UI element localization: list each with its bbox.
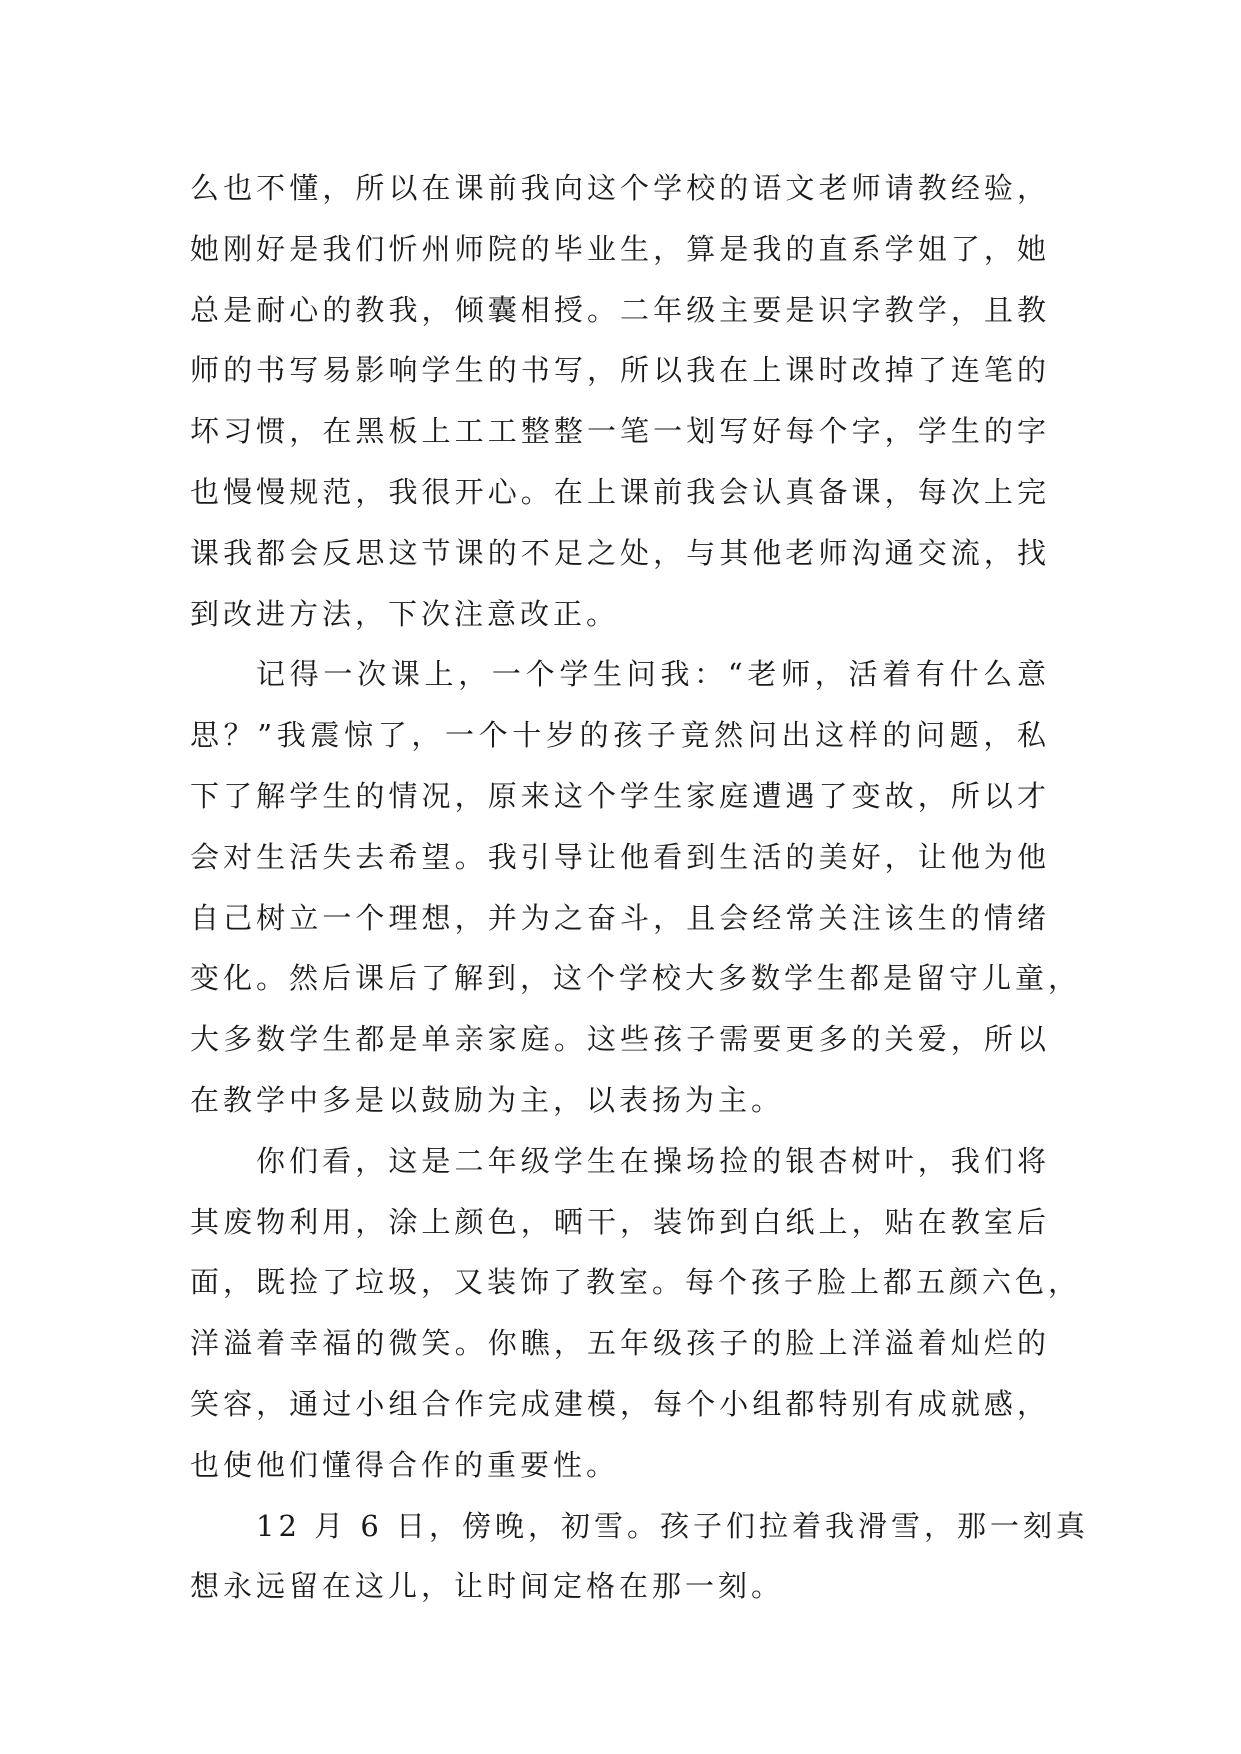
document-body bbox=[190, 158, 1090, 1617]
paragraph-1-line-2: 她刚好是我们忻州师院的毕业生，算是我的直系学姐了，她 bbox=[190, 231, 1050, 266]
paragraph-2-line-3: 下了解学生的情况，原来这个学生家庭遭遇了变故，所以才 bbox=[190, 778, 1050, 813]
paragraph-2-line-7: 大多数学生都是单亲家庭。这些孩子需要更多的关爱，所以 bbox=[190, 1022, 1050, 1057]
paragraph-3-line-2: 其废物利用，涂上颜色，晒干，装饰到白纸上，贴在教室后 bbox=[190, 1204, 1050, 1239]
paragraph-3-line-6: 也使他们懂得合作的重要性。 bbox=[190, 1447, 620, 1482]
paragraph-1-line-7: 课我都会反思这节课的不足之处，与其他老师沟通交流，找 bbox=[190, 535, 1050, 570]
paragraph-2-line-6: 变化。然后课后了解到，这个学校大多数学生都是留守儿童， bbox=[190, 961, 1082, 996]
paragraph-2-line-4: 会对生活失去希望。我引导让他看到生活的美好，让他为他 bbox=[190, 839, 1050, 874]
paragraph-4-line-1: 12 月 6 日，傍晚，初雪。孩子们拉着我滑雪，那一刻真 bbox=[256, 1508, 1090, 1543]
paragraph-1-line-4: 师的书写易影响学生的书写，所以我在上课时改掉了连笔的 bbox=[190, 353, 1050, 388]
paragraph-3-line-3: 面，既捡了垃圾，又装饰了教室。每个孩子脸上都五颜六色， bbox=[190, 1265, 1082, 1300]
paragraph-3-line-1: 你们看，这是二年级学生在操场捡的银杏树叶，我们将 bbox=[256, 1143, 1050, 1178]
paragraph-4-line-2: 想永远留在这儿，让时间定格在那一刻。 bbox=[190, 1569, 785, 1604]
paragraph-3-line-4: 洋溢着幸福的微笑。你瞧，五年级孩子的脸上洋溢着灿烂的 bbox=[190, 1326, 1050, 1361]
paragraph-1-line-6: 也慢慢规范，我很开心。在上课前我会认真备课，每次上完 bbox=[190, 474, 1050, 509]
paragraph-3-line-5: 笑容，通过小组合作完成建模，每个小组都特别有成就感， bbox=[190, 1386, 1050, 1421]
paragraph-2-line-8: 在教学中多是以鼓励为主，以表扬为主。 bbox=[190, 1082, 785, 1117]
paragraph-1-line-3: 总是耐心的教我，倾囊相授。二年级主要是识字教学，且教 bbox=[190, 292, 1050, 327]
paragraph-2-line-1: 记得一次课上，一个学生问我：“老师，活着有什么意 bbox=[256, 657, 1050, 692]
paragraph-2-line-2: 思？”我震惊了，一个十岁的孩子竟然问出这样的问题，私 bbox=[190, 718, 1050, 753]
paragraph-2-line-5: 自己树立一个理想，并为之奋斗，且会经常关注该生的情绪 bbox=[190, 900, 1050, 935]
paragraph-1-line-8: 到改进方法，下次注意改正。 bbox=[190, 596, 620, 631]
paragraph-1-line-5: 坏习惯，在黑板上工工整整一笔一划写好每个字，学生的字 bbox=[190, 414, 1050, 449]
paragraph-1-line-1: 么也不懂，所以在课前我向这个学校的语文老师请教经验， bbox=[190, 171, 1050, 205]
